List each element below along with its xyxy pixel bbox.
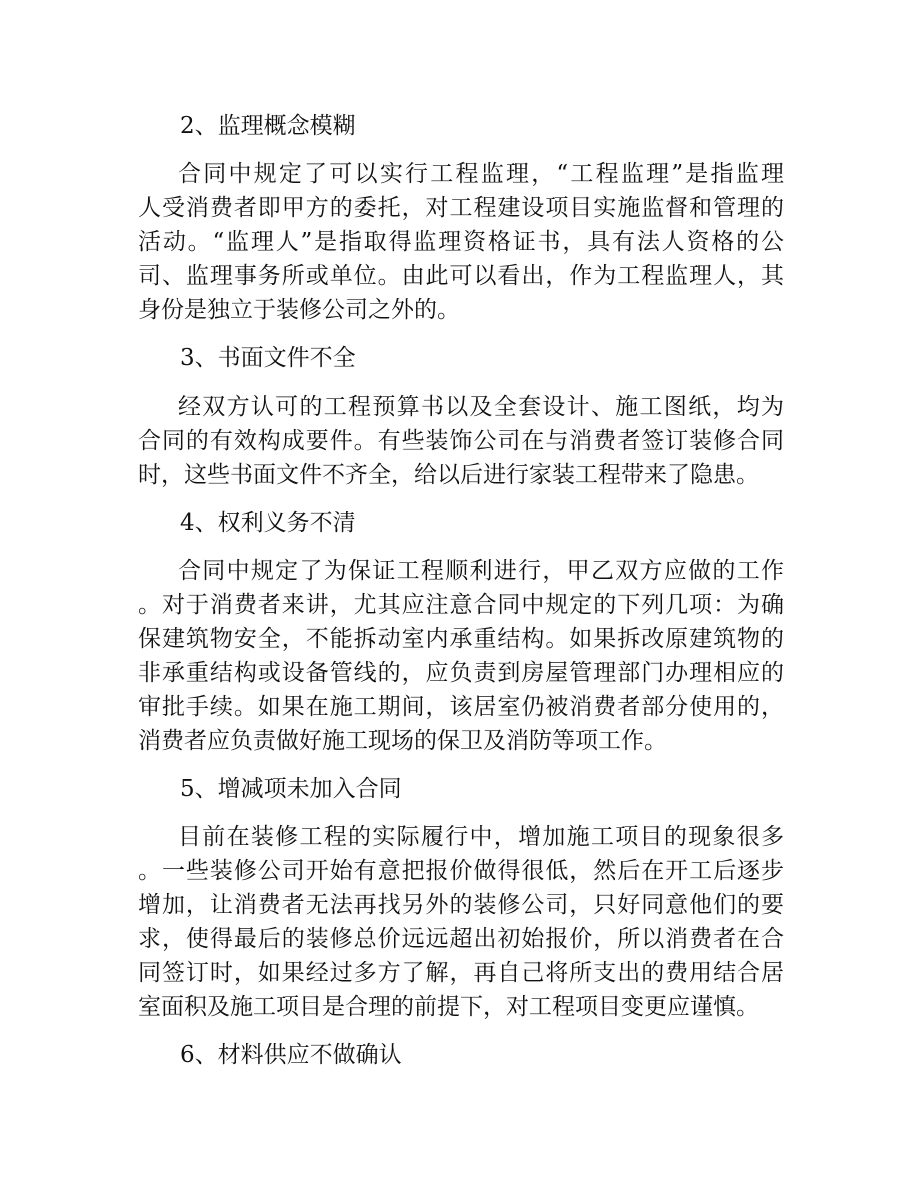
- section-heading-6: 6、材料供应不做确认: [180, 1042, 402, 1068]
- paragraph-line: 。一些装修公司开始有意把报价做得很低，然后在开工后逐步: [138, 858, 784, 884]
- paragraph-line: 合同中规定了为保证工程顺利进行，甲乙双方应做的工作: [178, 558, 784, 584]
- section-heading-4: 4、权利义务不清: [180, 510, 356, 536]
- section-heading-2: 2、监理概念模糊: [180, 113, 356, 139]
- paragraph-line: 非承重结构或设备管线的，应负责到房屋管理部门办理相应的: [138, 660, 784, 686]
- paragraph-line: 增加，让消费者无法再找另外的装修公司，只好同意他们的要: [138, 892, 784, 918]
- paragraph-line: 合同的有效构成要件。有些装饰公司在与消费者签订装修合同: [138, 428, 784, 454]
- paragraph-line: 活动。“监理人”是指取得监理资格证书，具有法人资格的公: [138, 229, 784, 255]
- section-heading-3: 3、书面文件不全: [180, 345, 356, 371]
- paragraph-line: 合同中规定了可以实行工程监理，“工程监理”是指监理: [178, 161, 784, 187]
- paragraph-line: 审批手续。如果在施工期间，该居室仍被消费者部分使用的，: [138, 694, 784, 720]
- paragraph-line: 保建筑物安全，不能拆动室内承重结构。如果拆改原建筑物的: [138, 626, 784, 652]
- paragraph-line: 人受消费者即甲方的委托，对工程建设项目实施监督和管理的: [138, 195, 784, 221]
- paragraph-line: 室面积及施工项目是合理的前提下，对工程项目变更应谨慎。: [138, 994, 759, 1020]
- paragraph-line: 求，使得最后的装修总价远远超出初始报价，所以消费者在合: [138, 926, 784, 952]
- section-heading-5: 5、增减项未加入合同: [180, 776, 402, 802]
- paragraph-line: 司、监理事务所或单位。由此可以看出，作为工程监理人，其: [138, 263, 784, 289]
- paragraph-line: 身份是独立于装修公司之外的。: [138, 297, 460, 323]
- paragraph-line: 同签订时，如果经过多方了解，再自己将所支出的费用结合居: [138, 960, 784, 986]
- paragraph-line: 时，这些书面文件不齐全，给以后进行家装工程带来了隐患。: [138, 462, 759, 488]
- paragraph-line: 。对于消费者来讲，尤其应注意合同中规定的下列几项：为确: [138, 592, 784, 618]
- paragraph-line: 经双方认可的工程预算书以及全套设计、施工图纸，均为: [178, 394, 784, 420]
- paragraph-line: 消费者应负责做好施工现场的保卫及消防等项工作。: [138, 728, 667, 754]
- paragraph-line: 目前在装修工程的实际履行中，增加施工项目的现象很多: [178, 824, 784, 850]
